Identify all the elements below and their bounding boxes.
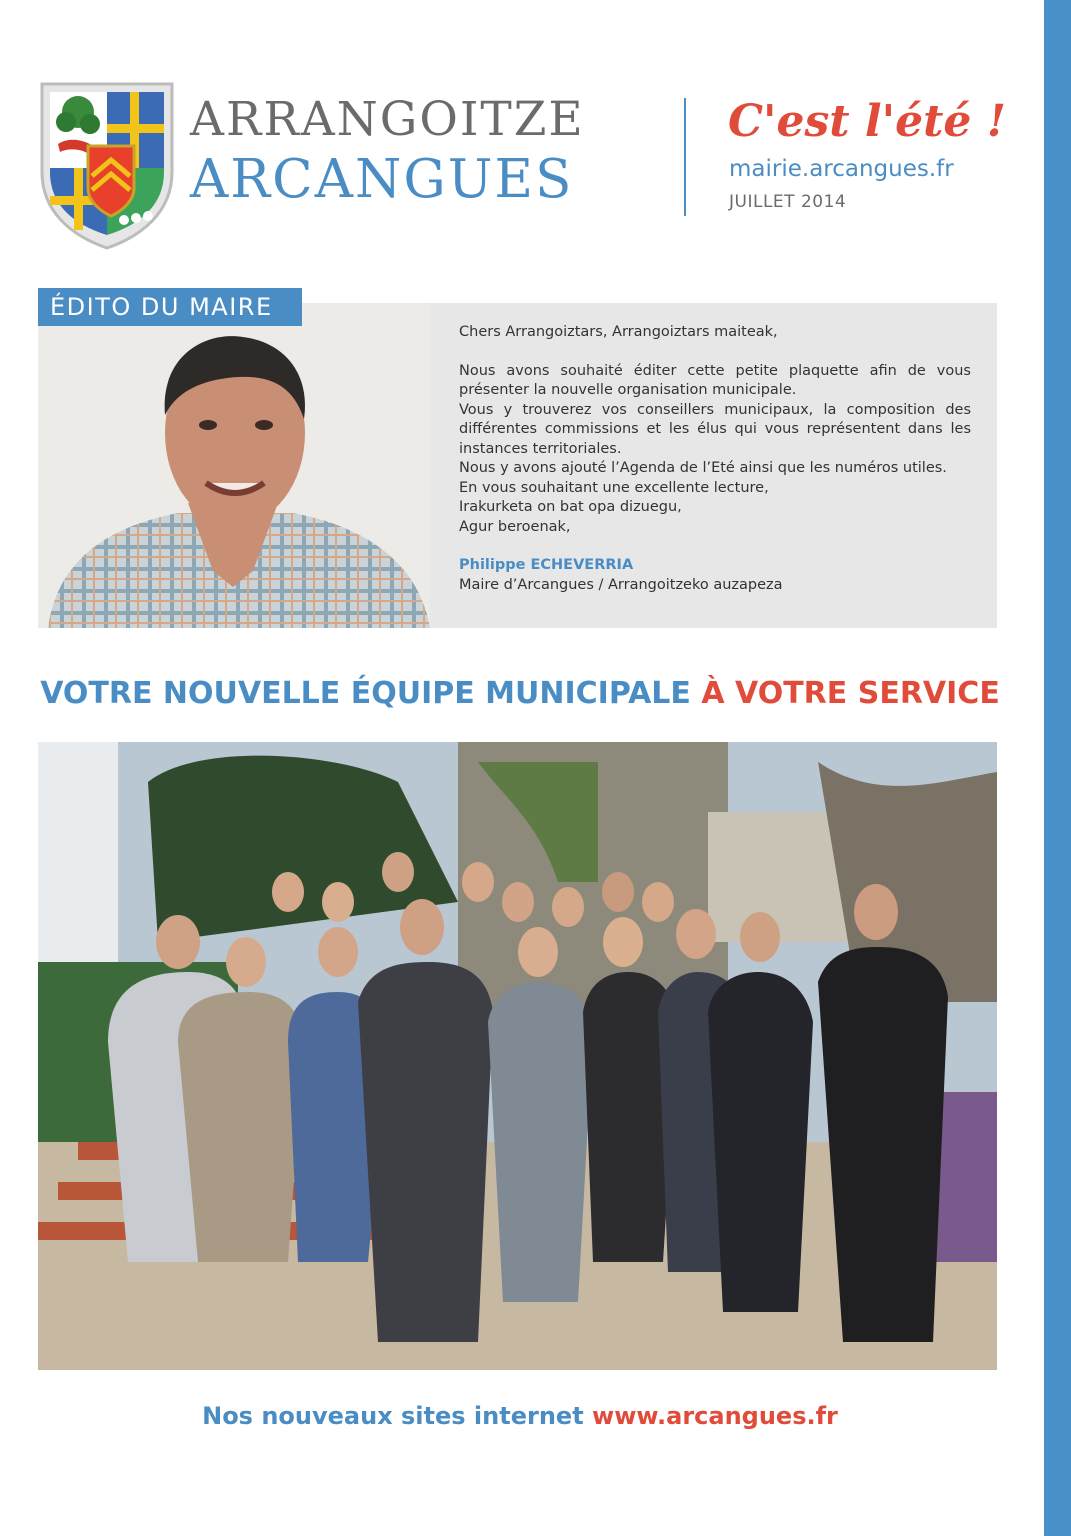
footer-text: Nos nouveaux sites internet	[202, 1402, 584, 1430]
town-name-french: ARCANGUES	[190, 149, 574, 210]
signature-title: Maire d’Arcangues / Arrangoitzeko auzapeza	[459, 576, 783, 593]
side-stripe	[1044, 0, 1071, 1536]
signature-name: Philippe ECHEVERRIA	[459, 557, 634, 573]
edito-paragraph: Vous y trouverez vos conseillers municipaux, la composition des différentes commissions et les élus qui vous représentent dans les instances territoriales.	[459, 401, 971, 457]
edito-greeting: Chers Arrangoiztars, Arrangoiztars maiteak,	[459, 324, 778, 340]
team-heading-red: À VOTRE SERVICE	[701, 676, 1000, 711]
edito-paragraph: Irakurketa on bat opa dizuegu,	[459, 499, 682, 515]
edito-paragraph: Nous avons souhaité éditer cette petite plaquette afin de vous présenter la nouvelle organisation municipale.	[459, 362, 971, 398]
issue-date: JUILLET 2014	[729, 192, 847, 212]
edito-section-label: ÉDITO DU MAIRE	[38, 288, 302, 326]
website-link[interactable]: mairie.arcangues.fr	[729, 156, 954, 182]
edito-paragraph: En vous souhaitant une excellente lecture,	[459, 479, 769, 496]
team-photo	[38, 742, 997, 1370]
slogan: C'est l'été !	[728, 96, 1007, 147]
team-heading	[0, 676, 1040, 711]
edito-text	[459, 323, 971, 595]
mayor-photo	[38, 303, 430, 628]
edito-paragraph: Nous y avons ajouté l’Agenda de l’Eté ainsi que les numéros utiles.	[459, 460, 947, 476]
footer-website-link[interactable]: www.arcangues.fr	[592, 1402, 838, 1430]
town-name-basque: ARRANGOITZE	[190, 92, 585, 147]
team-heading-blue: VOTRE NOUVELLE ÉQUIPE MUNICIPALE	[40, 676, 691, 711]
edito-paragraph: Agur beroenak,	[459, 518, 571, 535]
coat-of-arms-logo	[38, 80, 176, 250]
header-divider	[684, 98, 686, 216]
footer-line	[0, 1402, 1040, 1430]
